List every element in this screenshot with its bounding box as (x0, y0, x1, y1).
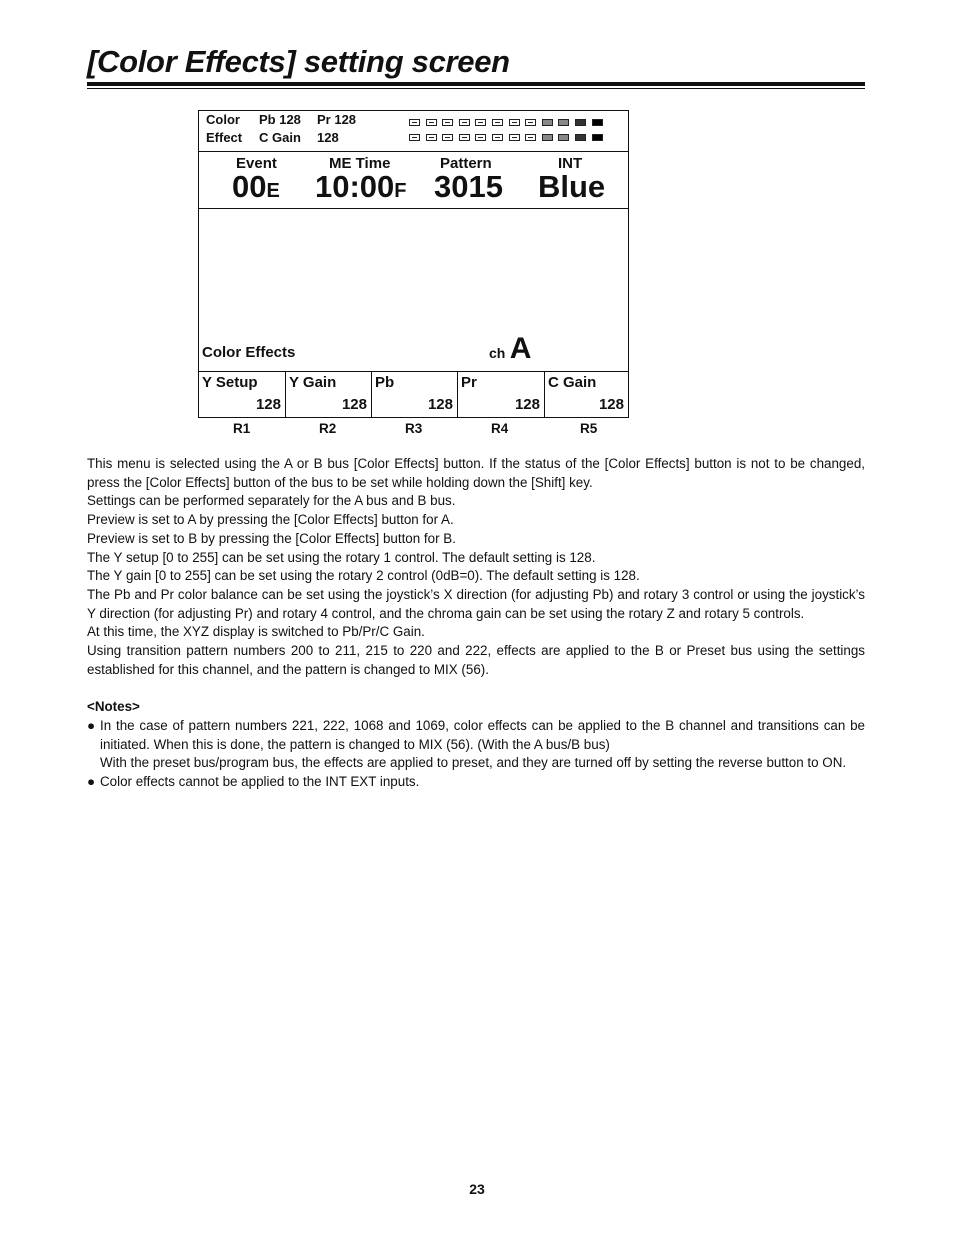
paragraph: The Pb and Pr color balance can be set using the joystick’s X direction (for adjusting Pb) and rotary 3 control or using the joystick’s Y direction (for adjusting Pr) and rotary 4 control, and the chroma gain can be set using the rotary Z and rotary 5 controls. (87, 586, 865, 621)
channel-indicator (489, 332, 531, 366)
indicator-icon (459, 119, 470, 126)
bullet-icon: ● (87, 773, 96, 789)
param-pb[interactable] (371, 372, 457, 418)
event-value: 00 (232, 169, 267, 204)
param-value: 128 (514, 396, 540, 413)
note-item (87, 773, 865, 792)
channel-value: A (509, 332, 532, 365)
paragraph: Using transition pattern numbers 200 to 211, 215 to 220 and 222, effects are applied to the B or Preset bus using the settings established for this channel, and the pattern is changed to MIX (56). (87, 643, 865, 677)
pattern-field (434, 155, 503, 202)
notes-heading: <Notes> (87, 699, 140, 715)
indicator-icon (592, 134, 603, 141)
cgain-readout-label: C Gain (259, 130, 301, 145)
color-effects-screen (198, 110, 629, 418)
indicator-icon (442, 119, 453, 126)
indicator-icon (509, 119, 520, 126)
metime-suffix: F (394, 180, 407, 202)
int-value: Blue (538, 169, 606, 204)
param-y-setup[interactable] (199, 372, 285, 418)
indicator-row-2 (409, 134, 608, 152)
paragraph: This menu is selected using the A or B bus [Color Effects] button. If the status of the [Color Effects] button is not to be changed, press the [Color Effects] button of the bus to be set while holding down the [Shift] key. (87, 456, 865, 490)
panel-header (199, 111, 628, 152)
event-suffix: E (266, 180, 280, 202)
indicator-icon (426, 119, 437, 126)
param-label: Y Setup (202, 374, 258, 391)
menu-name: Color Effects (202, 344, 296, 361)
paragraph: The Y gain [0 to 255] can be set using the rotary 2 control (0dB=0). The default setting is 128. (87, 568, 640, 584)
param-value: 128 (598, 396, 624, 413)
indicator-icon (575, 119, 586, 126)
status-row (199, 151, 628, 209)
me-time-field (315, 155, 407, 202)
rotary-label-r2: R2 (319, 421, 337, 436)
indicator-icon (426, 134, 437, 141)
bullet-icon: ● (87, 717, 96, 733)
param-label: Pb (375, 374, 395, 391)
indicator-icon (525, 119, 536, 126)
pb-readout: Pb 128 (259, 112, 301, 127)
rotary-label-r5: R5 (580, 421, 598, 436)
param-value: 128 (341, 396, 367, 413)
cgain-readout-value: 128 (317, 130, 339, 145)
param-label: Y Gain (289, 374, 337, 391)
page-number: 23 (469, 1181, 485, 1197)
indicator-icon (475, 134, 486, 141)
description-text (87, 455, 865, 792)
int-label: INT (558, 155, 583, 172)
indicator-icon (525, 134, 536, 141)
title-rule (87, 82, 865, 86)
paragraph: At this time, the XYZ display is switched to Pb/Pr/C Gain. (87, 624, 425, 640)
note-item (87, 717, 865, 773)
indicator-icon (409, 119, 420, 126)
indicator-icon (492, 134, 503, 141)
param-value: 128 (255, 396, 281, 413)
param-label: Pr (461, 374, 477, 391)
rotary-label-r1: R1 (233, 421, 251, 436)
int-field (538, 155, 605, 202)
channel-prefix: ch (489, 345, 506, 361)
note-text: With the preset bus/program bus, the effects are applied to preset, and they are turned off by setting the reverse button to ON. (100, 755, 847, 771)
paragraph: Preview is set to A by pressing the [Color Effects] button for A. (87, 512, 454, 528)
pr-readout: Pr 128 (317, 112, 357, 127)
metime-label: ME Time (329, 155, 391, 172)
note-text: In the case of pattern numbers 221, 222, 1068 and 1069, color effects can be applied to the B channel and transitions can be initiated. When this is done, the pattern is changed to MIX (56). (With the A bus/B bus) (100, 717, 865, 752)
param-value: 128 (427, 396, 453, 413)
param-label: C Gain (548, 374, 597, 391)
effect-label: Effect (206, 130, 243, 145)
paragraph: Preview is set to B by pressing the [Color Effects] button for B. (87, 530, 456, 546)
paragraph: The Y setup [0 to 255] can be set using the rotary 1 control. The default setting is 128. (87, 549, 596, 565)
rotary-label-r4: R4 (491, 421, 509, 436)
pattern-value: 3015 (434, 169, 503, 204)
title-rule-thin (87, 88, 865, 89)
indicator-icon (509, 134, 520, 141)
color-label: Color (206, 112, 240, 127)
indicator-icon (542, 119, 553, 126)
indicator-icon (592, 119, 603, 126)
indicator-icon (575, 134, 586, 141)
pattern-label: Pattern (440, 155, 492, 172)
event-label: Event (236, 155, 277, 172)
parameter-row (199, 371, 628, 418)
param-c-gain[interactable] (544, 372, 628, 418)
indicator-icon (442, 134, 453, 141)
param-pr[interactable] (457, 372, 544, 418)
paragraph: Settings can be performed separately for the A bus and B bus. (87, 493, 456, 509)
indicator-icon (558, 134, 569, 141)
indicator-icon (459, 134, 470, 141)
indicator-icon (475, 119, 486, 126)
indicator-icon (542, 134, 553, 141)
event-field (232, 155, 280, 202)
metime-value: 10:00 (315, 169, 395, 204)
page-title: [Color Effects] setting screen (87, 44, 510, 79)
indicator-icon (409, 134, 420, 141)
rotary-label-r3: R3 (405, 421, 423, 436)
indicator-icon (492, 119, 503, 126)
indicator-icon (558, 119, 569, 126)
note-text: Color effects cannot be applied to the INT EXT inputs. (100, 773, 420, 789)
param-y-gain[interactable] (285, 372, 371, 418)
